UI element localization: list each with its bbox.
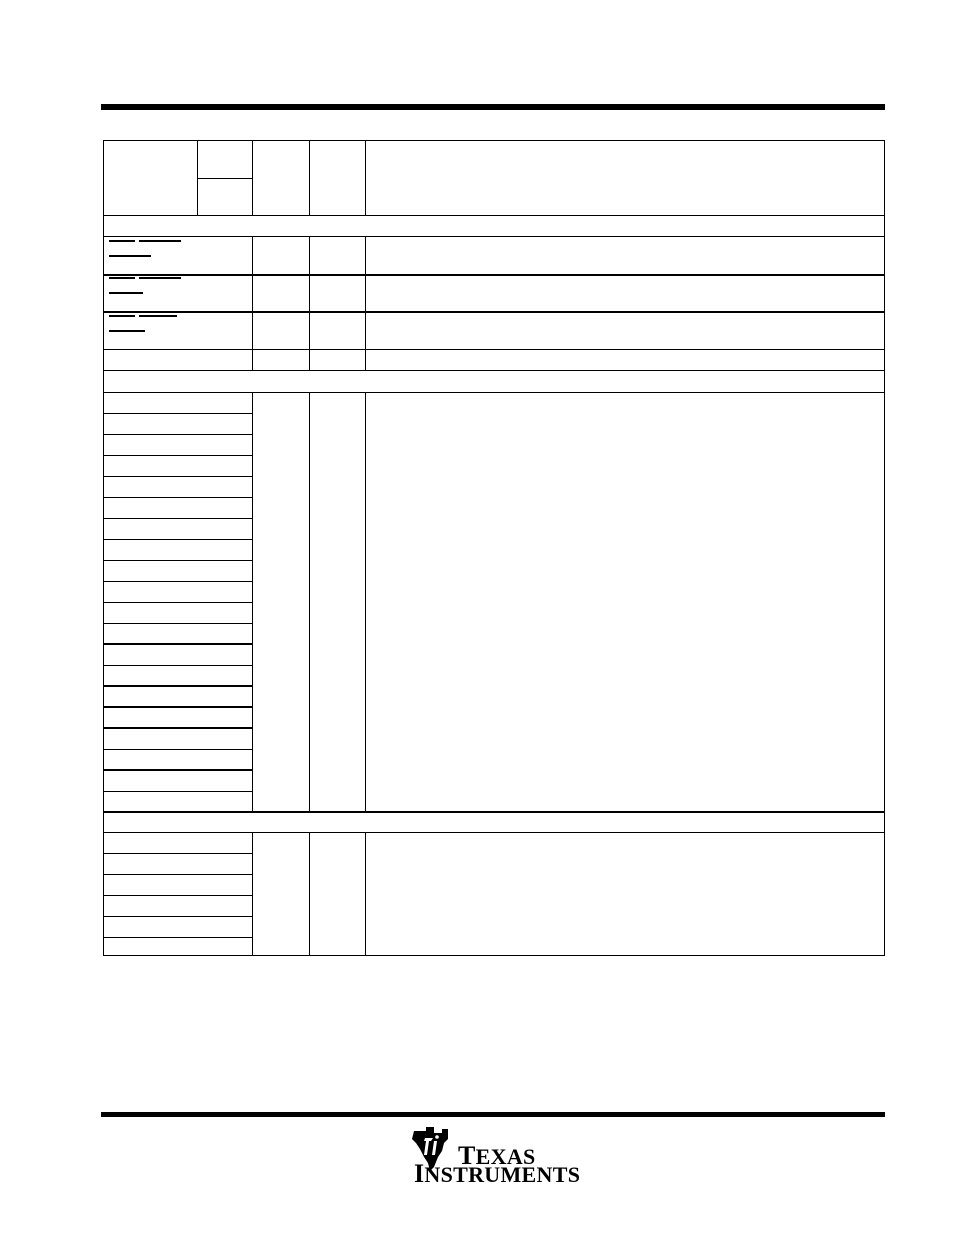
row-line-2 [104,311,884,313]
pin-function-table [103,140,885,956]
signal-overbar [109,292,143,294]
header-col-divider-4 [365,141,366,215]
logo-texas-initial: T [458,1141,476,1170]
row-line-4 [104,370,884,371]
signal-overbar [109,315,135,317]
header-col-divider-2 [252,141,253,215]
group2-row [104,853,253,854]
group1-row [104,685,253,687]
group1-col-divider-b [309,392,310,811]
row-line-1 [104,274,884,276]
group1-row [104,413,253,414]
header-col-divider-3 [309,141,310,215]
group2-row [104,874,253,875]
texas-instruments-logo [412,1127,582,1189]
signal-overbar [109,240,135,242]
group1-row [104,539,253,540]
group1-row [104,791,253,792]
group1-bottom-line [104,811,884,813]
signal-overbar [139,240,181,242]
signal-overbar [139,315,177,317]
group1-row [104,518,253,519]
group2-col-divider-c [365,832,366,956]
logo-instruments-rest: NSTRUMENTS [424,1162,581,1187]
group1-row [104,643,253,645]
group1-row [104,476,253,477]
group2-row [104,895,253,896]
section-band-1-line [104,236,884,237]
group1-row [104,455,253,456]
group1-row [104,497,253,498]
group1-row [104,769,253,771]
logo-instruments-initial: I [414,1159,425,1188]
footer-rule [101,1112,885,1117]
group2-col-divider-b [309,832,310,956]
header-split-line [197,178,253,179]
group1-row [104,706,253,708]
signal-overbar [109,255,151,257]
group1-row [104,560,253,561]
group1-row [104,434,253,435]
section-band-2-line [104,392,884,393]
header-rule [101,104,885,110]
header-bottom-line [104,215,884,216]
row-line-3 [104,349,884,350]
group1-row [104,623,253,624]
group1-row [104,602,253,603]
section-band-3-line [104,832,884,833]
group1-row [104,727,253,729]
group1-row [104,665,253,666]
signal-overbar [109,277,135,279]
col-divider-b [309,236,310,371]
logo-texas-rest: EXAS [475,1144,536,1169]
signal-overbar [139,277,181,279]
signal-overbar [109,330,145,332]
group2-row [104,937,253,938]
col-divider-a [252,236,253,371]
col-divider-c [365,236,366,371]
group2-row [104,916,253,917]
group1-col-divider-c [365,392,366,811]
group1-row [104,749,253,750]
group1-row [104,581,253,582]
